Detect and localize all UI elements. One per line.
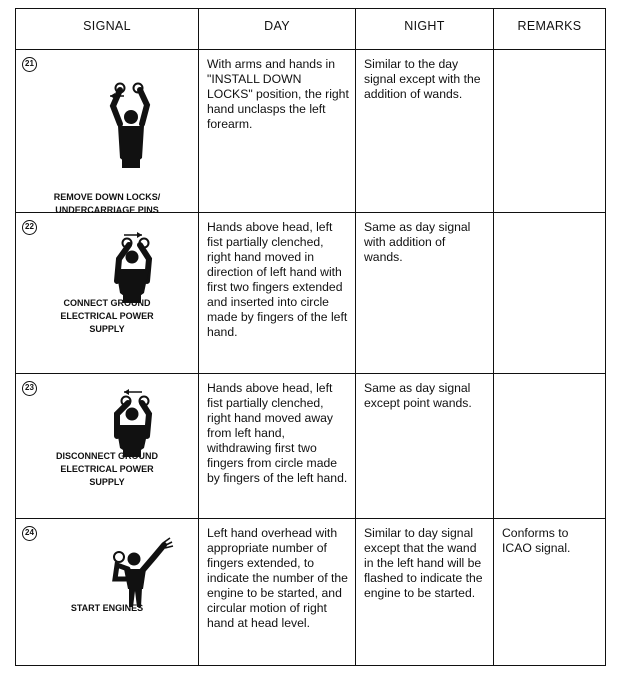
day-cell: Hands above head, left fist partially clenched, right hand moved away from left hand, withdrawing first two fingers from circle made by fingers of the left hand. <box>199 374 356 519</box>
remarks-cell <box>494 374 606 519</box>
disconnect-ground-power-figure-icon <box>16 374 199 519</box>
signal-cell <box>16 374 199 519</box>
remarks-cell <box>494 50 606 213</box>
day-cell: Hands above head, left fist partially clenched, right hand moved in direction of left hand with first two fingers extended and inserted into circle made by fingers of the left hand. <box>199 213 356 374</box>
night-cell: Similar to day signal except that the wand in the left hand will be flashed to indicate the engine to be started. <box>356 519 494 666</box>
night-cell: Similar to the day signal except with the addition of wands. <box>356 50 494 213</box>
header-night: NIGHT <box>356 9 494 50</box>
header-row <box>16 9 606 50</box>
table-row <box>16 213 606 374</box>
signal-number: 22 <box>22 220 37 235</box>
header-day: DAY <box>199 9 356 50</box>
start-engines-figure-icon <box>16 519 199 666</box>
remarks-cell: Conforms to ICAO signal. <box>494 519 606 666</box>
table-row <box>16 519 606 666</box>
header-signal: SIGNAL <box>16 9 199 50</box>
remove-down-locks-figure-icon <box>16 50 199 213</box>
signal-cell <box>16 50 199 213</box>
day-cell: Left hand overhead with appropriate number of fingers extended, to indicate the number of the engine to be started, and circular motion of right hand at head level. <box>199 519 356 666</box>
signal-label: CONNECT GROUND ELECTRICAL POWER SUPPLY <box>60 298 154 334</box>
signal-number: 24 <box>22 526 37 541</box>
signal-number: 23 <box>22 381 37 396</box>
signal-cell <box>16 213 199 374</box>
header-remarks: REMARKS <box>494 9 606 50</box>
table-row <box>16 50 606 213</box>
signal-label: REMOVE DOWN LOCKS/ UNDERCARRIAGE PINS <box>53 192 161 215</box>
signal-cell <box>16 519 199 666</box>
table-row <box>16 374 606 519</box>
night-cell: Same as day signal with addition of wands. <box>356 213 494 374</box>
day-cell: With arms and hands in "INSTALL DOWN LOCKS" position, the right hand unclasps the left forearm. <box>199 50 356 213</box>
signal-label: START ENGINES <box>70 603 144 613</box>
signal-label: DISCONNECT GROUND ELECTRICAL POWER SUPPLY <box>55 451 158 487</box>
connect-ground-power-figure-icon <box>16 213 199 374</box>
remarks-cell <box>494 213 606 374</box>
night-cell: Same as day signal except point wands. <box>356 374 494 519</box>
signal-number: 21 <box>22 57 37 72</box>
signals-table <box>15 8 606 666</box>
